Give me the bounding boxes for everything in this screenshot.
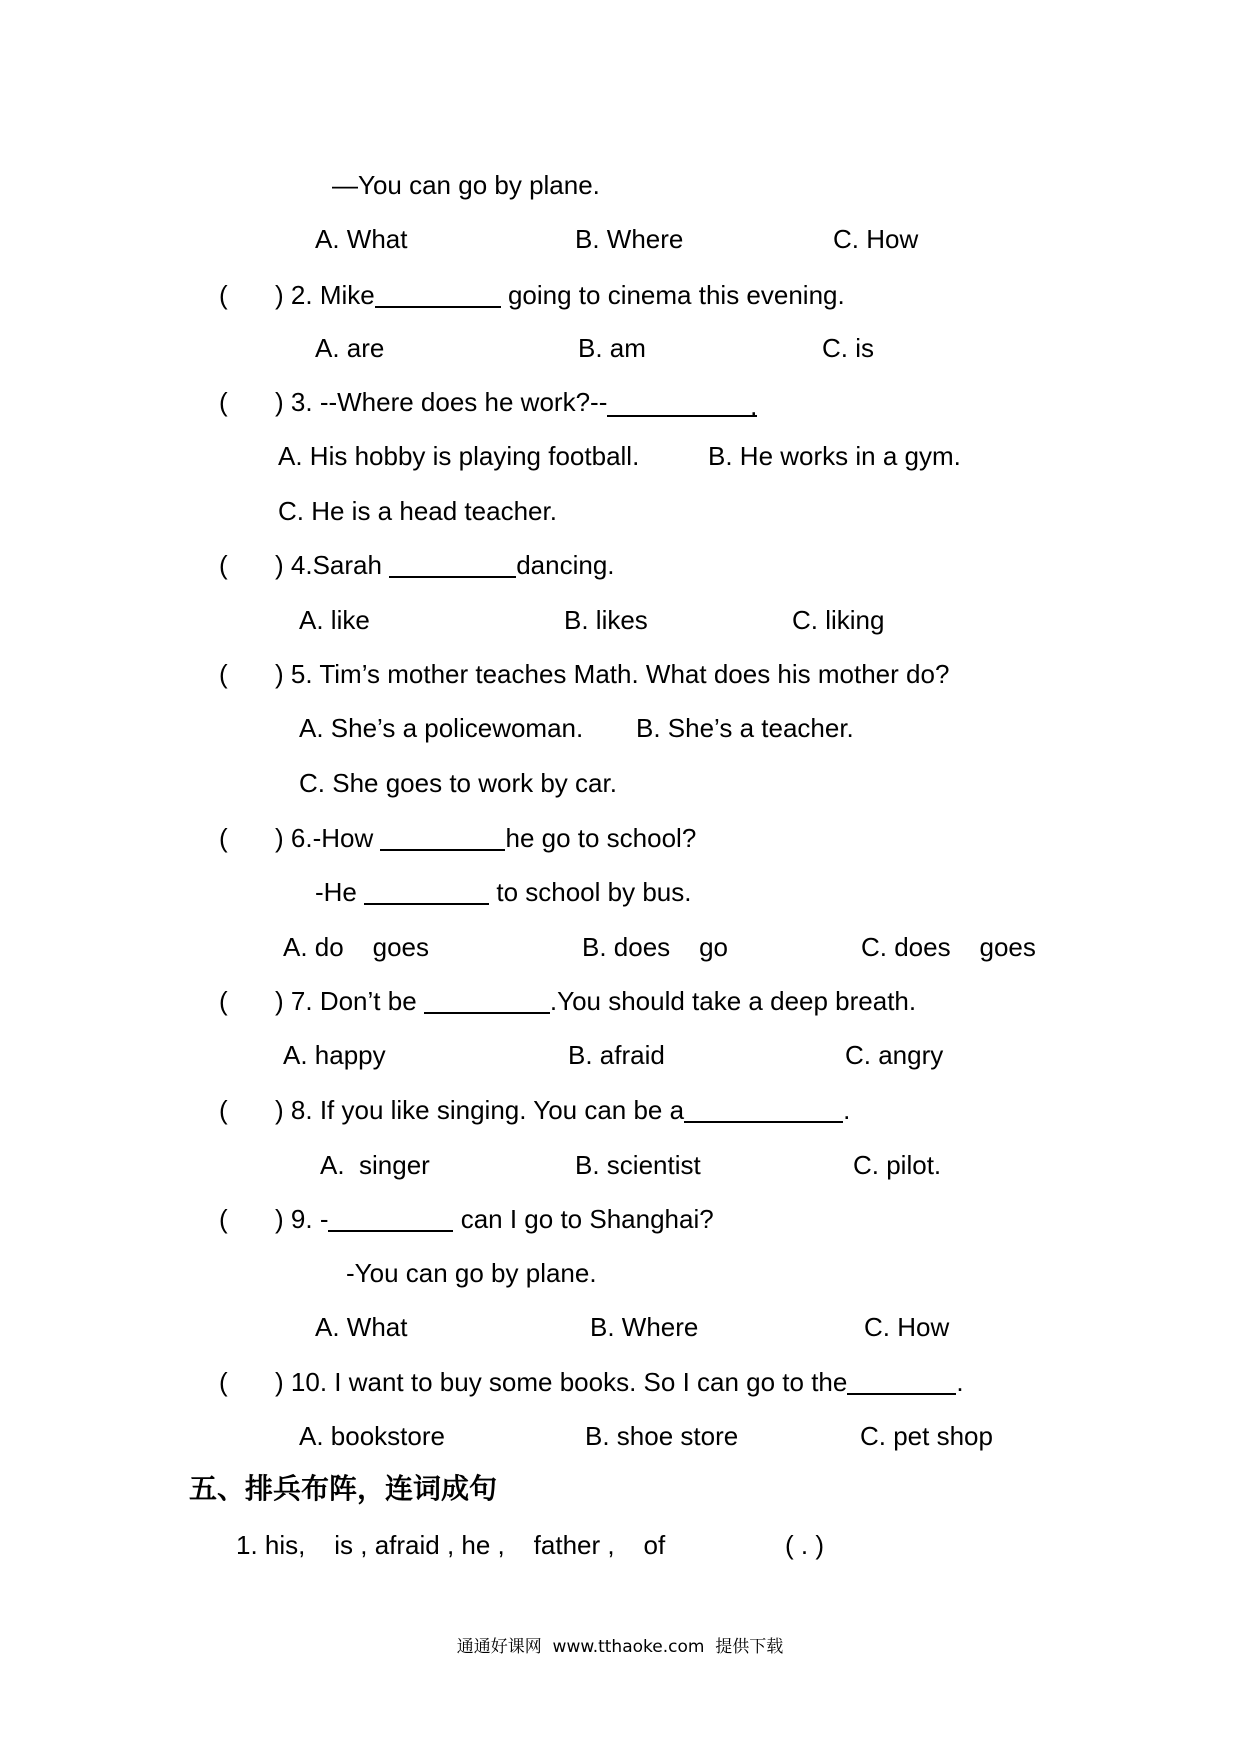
option-a: A. do goes <box>283 932 429 962</box>
answer-blank[interactable] <box>424 986 550 1014</box>
q1-option-c: C. How <box>833 224 919 254</box>
answer-paren-open: ( <box>219 387 228 417</box>
answer-blank[interactable] <box>375 280 501 308</box>
option-c: C. is <box>822 333 874 363</box>
question-2-text: ) 2. Mike going to cinema this evening. <box>275 280 845 310</box>
section-5-item-1 <box>0 1528 1240 1562</box>
option-b: B. likes <box>564 605 648 635</box>
question-8-options <box>0 1148 1240 1182</box>
option-c: C. liking <box>792 605 885 635</box>
sentence-end-mark: ( . ) <box>785 1530 824 1560</box>
option-a: A. His hobby is playing football. <box>278 441 640 471</box>
answer-paren-open: ( <box>219 986 228 1016</box>
option-a: A. are <box>315 333 385 363</box>
option-b: B. shoe store <box>585 1421 739 1451</box>
question-9 <box>0 1202 1240 1236</box>
question-6 <box>0 821 1240 855</box>
question-2-options <box>0 331 1240 365</box>
page-footer: 通通好课网 www.tthaoke.com 提供下载 <box>456 1637 784 1657</box>
question-4-text: ) 4.Sarah dancing. <box>275 550 615 580</box>
question-2 <box>0 278 1240 312</box>
answer-blank[interactable] <box>389 550 516 578</box>
option-b: B. am <box>578 333 646 363</box>
option-c: C. She goes to work by car. <box>299 768 617 798</box>
question-4 <box>0 548 1240 582</box>
question-3-options-ab <box>0 439 1240 473</box>
answer-blank[interactable] <box>684 1095 843 1123</box>
question-6-line2 <box>0 875 1240 909</box>
answer-blank[interactable]: . <box>607 389 757 417</box>
question-6-reply: -He to school by bus. <box>315 877 692 907</box>
question-6-options <box>0 930 1240 964</box>
question-10-text: ) 10. I want to buy some books. So I can go to the . <box>275 1367 964 1397</box>
answer-paren-open: ( <box>219 823 228 853</box>
scrambled-words: 1. his, is , afraid , he , father , of <box>236 1530 666 1560</box>
question-9-options <box>0 1310 1240 1344</box>
question-7-options <box>0 1038 1240 1072</box>
question-6-text: ) 6.-How he go to school? <box>275 823 697 853</box>
answer-paren-open: ( <box>219 550 228 580</box>
answer-blank[interactable] <box>328 1204 453 1232</box>
option-a: A. What <box>315 1312 408 1342</box>
question-7-text: ) 7. Don’t be .You should take a deep breath. <box>275 986 917 1016</box>
q1-reply-row <box>0 168 1240 202</box>
question-8-text: ) 8. If you like singing. You can be a . <box>275 1095 851 1125</box>
option-b: B. Where <box>590 1312 699 1342</box>
question-3 <box>0 385 1240 419</box>
option-b: B. He works in a gym. <box>708 441 961 471</box>
question-10 <box>0 1365 1240 1399</box>
option-b: B. She’s a teacher. <box>636 713 854 743</box>
question-3-options-c <box>0 494 1240 528</box>
q1-options <box>0 222 1240 256</box>
question-3-text: ) 3. --Where does he work?-- . <box>275 387 758 421</box>
option-a: A. She’s a policewoman. <box>299 713 584 743</box>
question-5-text: ) 5. Tim’s mother teaches Math. What does his mother do? <box>275 659 950 689</box>
q1-reply: —You can go by plane. <box>332 170 600 200</box>
q1-option-b: B. Where <box>575 224 684 254</box>
option-a: A. like <box>299 605 370 635</box>
answer-paren-open: ( <box>219 280 228 310</box>
option-c: C. pet shop <box>860 1421 993 1451</box>
option-c: C. angry <box>845 1040 944 1070</box>
answer-paren-open: ( <box>219 1367 228 1397</box>
question-9-reply-row <box>0 1256 1240 1290</box>
option-b: B. afraid <box>568 1040 665 1070</box>
section-heading: 五、排兵布阵，连词成句 <box>189 1472 498 1505</box>
option-c: C. does goes <box>861 932 1036 962</box>
question-9-text: ) 9. - can I go to Shanghai? <box>275 1204 714 1234</box>
option-c: C. How <box>864 1312 950 1342</box>
section-5-heading-row <box>0 1472 1240 1506</box>
question-10-options <box>0 1419 1240 1453</box>
option-b: B. scientist <box>575 1150 701 1180</box>
question-9-reply: -You can go by plane. <box>346 1258 597 1288</box>
answer-blank[interactable] <box>380 823 505 851</box>
option-b: B. does go <box>582 932 728 962</box>
question-5-options-ab <box>0 711 1240 745</box>
answer-paren-open: ( <box>219 1204 228 1234</box>
question-8 <box>0 1093 1240 1127</box>
answer-paren-open: ( <box>219 659 228 689</box>
answer-paren-open: ( <box>219 1095 228 1125</box>
answer-blank[interactable] <box>364 877 489 905</box>
answer-blank[interactable] <box>847 1367 956 1395</box>
option-a: A. singer <box>320 1150 430 1180</box>
option-c: C. He is a head teacher. <box>278 496 557 526</box>
question-4-options <box>0 603 1240 637</box>
option-c: C. pilot. <box>853 1150 942 1180</box>
question-7 <box>0 984 1240 1018</box>
option-a: A. bookstore <box>299 1421 445 1451</box>
q1-option-a: A. What <box>315 224 408 254</box>
question-5-options-c <box>0 766 1240 800</box>
question-5 <box>0 657 1240 691</box>
option-a: A. happy <box>283 1040 386 1070</box>
